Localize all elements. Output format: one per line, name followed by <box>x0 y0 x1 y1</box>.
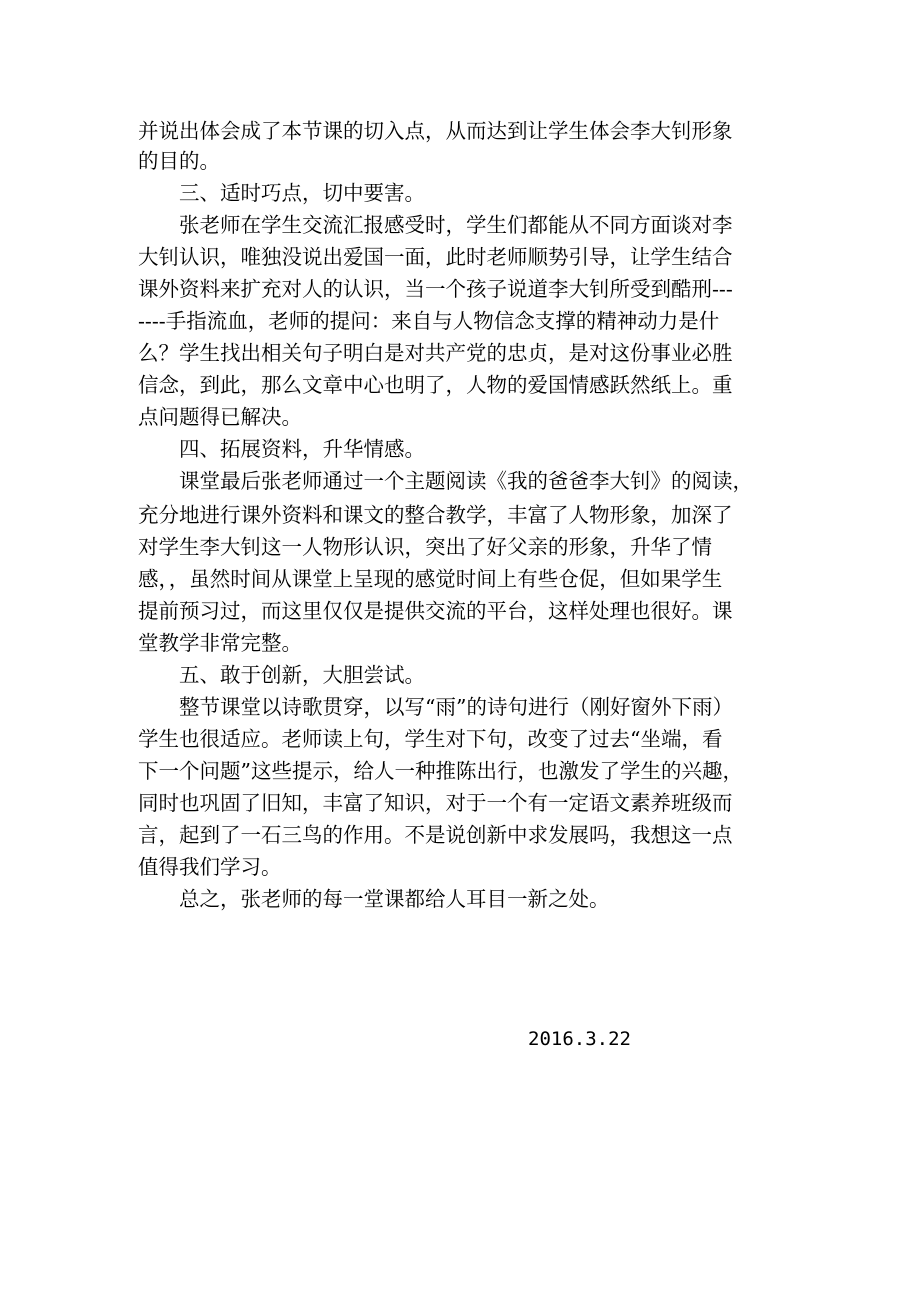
text-line: 下一个问题”这些提示，给人一种推陈出行，也激发了学生的兴趣， <box>138 759 743 783</box>
text-line: 提前预习过，而这里仅仅是提供交流的平台，这样处理也很好。课 <box>138 599 733 623</box>
section-heading: 四、拓展资料，升华情感。 <box>138 437 425 461</box>
section-heading: 三、适时巧点，切中要害。 <box>138 181 425 205</box>
text-line: 的目的。 <box>138 149 220 173</box>
text-line: 同时也巩固了旧知，丰富了知识，对于一个有一定语文素养班级而 <box>138 791 733 815</box>
text-line: ----手指流血，老师的提问：来自与人物信念支撑的精神动力是什 <box>138 309 720 333</box>
text-line: 信念，到此，那么文章中心也明了，人物的爱国情感跃然纸上。重 <box>138 373 733 397</box>
section-heading: 五、敢于创新，大胆尝试。 <box>138 663 425 687</box>
text-line: 并说出体会成了本节课的切入点，从而达到让学生体会李大钊形象 <box>138 119 733 143</box>
text-line: 么？学生找出相关句子明白是对共产党的忠贞，是对这份事业必胜 <box>138 341 733 365</box>
text-line: 点问题得已解决。 <box>138 405 302 429</box>
text-line: 言，起到了一石三鸟的作用。不是说创新中求发展吗，我想这一点 <box>138 823 733 847</box>
document-date: 2016.3.22 <box>528 1028 631 1050</box>
text-line: 张老师在学生交流汇报感受时，学生们都能从不同方面谈对李 <box>138 213 733 237</box>
text-line: 值得我们学习。 <box>138 855 282 879</box>
text-line: 课外资料来扩充对人的认识，当一个孩子说道李大钊所受到酷刑--- <box>138 277 733 301</box>
text-line: 充分地进行课外资料和课文的整合教学，丰富了人物形象，加深了 <box>138 503 733 527</box>
text-line: 整节课堂以诗歌贯穿，以写“雨”的诗句进行（刚好窗外下雨） <box>138 695 733 719</box>
text-line: 对学生李大钊这一人物形认识，突出了好父亲的形象，升华了情 <box>138 535 712 559</box>
text-line: 课堂最后张老师通过一个主题阅读《我的爸爸李大钊》的阅读， <box>138 469 753 493</box>
text-line: 感，，虽然时间从课堂上呈现的感觉时间上有些仓促，但如果学生 <box>138 567 723 591</box>
text-line: 总之，张老师的每一堂课都给人耳目一新之处。 <box>138 887 610 911</box>
text-line: 大钊认识，唯独没说出爱国一面，此时老师顺势引导，让学生结合 <box>138 245 733 269</box>
text-line: 学生也很适应。老师读上句，学生对下句，改变了过去“坐端，看 <box>138 727 723 751</box>
text-line: 堂教学非常完整。 <box>138 631 302 655</box>
